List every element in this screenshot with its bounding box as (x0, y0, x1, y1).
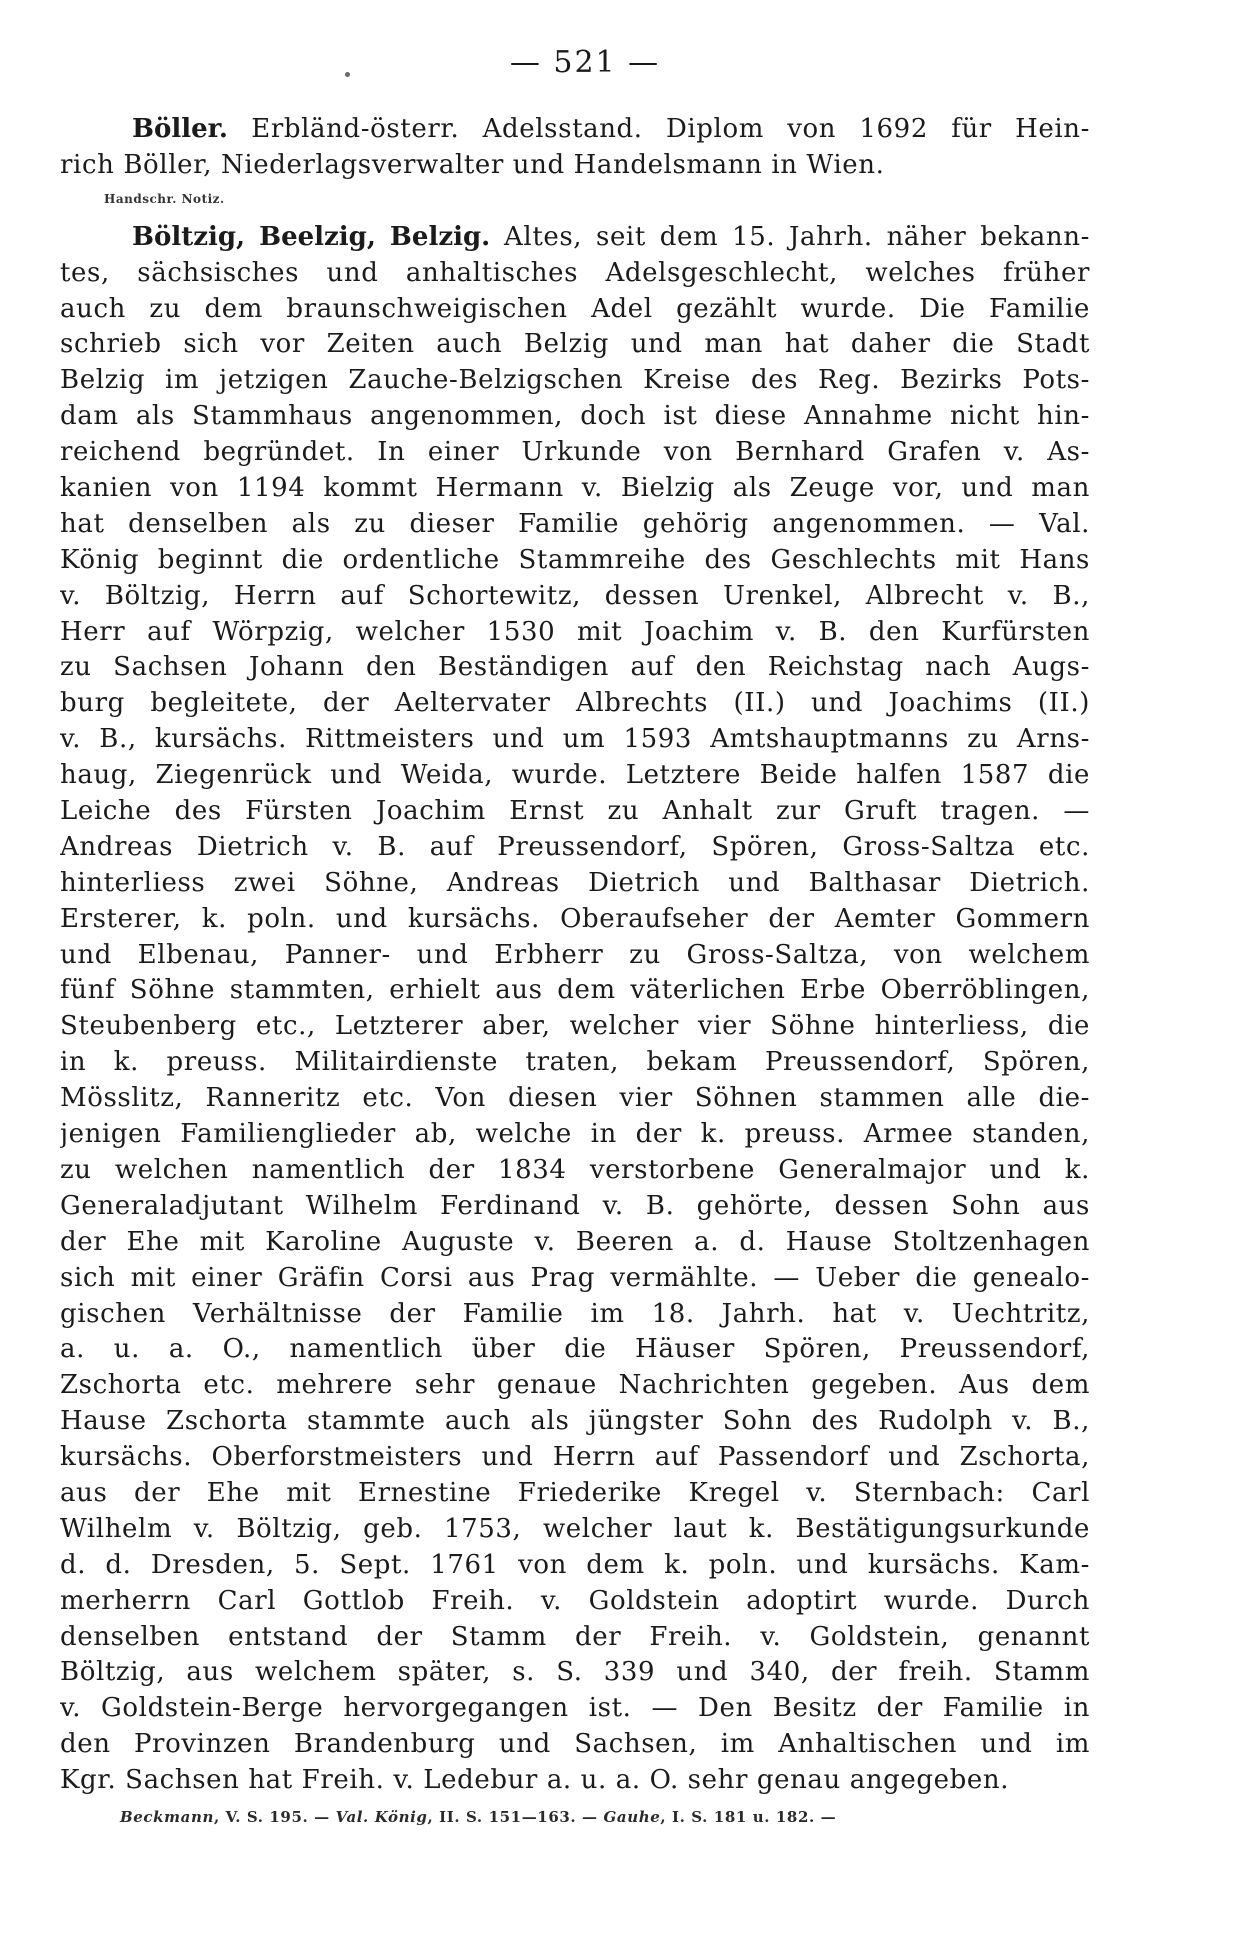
entry-line: denselben entstand der Stamm der Freih. v. Goldstein, genannt (60, 1621, 1090, 1652)
entry-line: v. Böltzig, Herrn auf Schortewitz, dessen Urenkel, Albrecht v. B., (60, 580, 1090, 611)
entry-line: Wilhelm v. Böltzig, geb. 1753, welcher laut k. Bestätigungsurkunde (60, 1513, 1090, 1544)
entry-line: in k. preuss. Militairdienste traten, bekam Preussendorf, Spören, (60, 1047, 1090, 1078)
entry-line: burg begleitete, der Aeltervater Albrechts (II.) und Joachims (II.) (60, 688, 1090, 719)
entry-line: Hause Zschorta stammte auch als jüngster Sohn des Rudolph v. B., (60, 1406, 1090, 1437)
entry-line: kursächs. Oberforstmeisters und Herrn auf Passendorf und Zschorta, (60, 1442, 1090, 1473)
entry-boller (60, 112, 1090, 184)
entry-line: fünf Söhne stammten, erhielt aus dem väterlichen Erbe Oberröblingen, (60, 975, 1090, 1006)
ref-citation: , II. S. 151—163. — (427, 1807, 604, 1826)
entry-line: den Provinzen Brandenburg und Sachsen, im Anhaltischen und im (60, 1729, 1090, 1760)
entry-line: Leiche des Fürsten Joachim Ernst zu Anhalt zur Gruft tragen. — (60, 796, 1090, 827)
entry-line: zu Sachsen Johann den Beständigen auf den Reichstag nach Augs- (60, 652, 1090, 683)
page-number: — 521 — (509, 45, 661, 80)
entry-line: a. u. a. O., namentlich über die Häuser Spören, Preussendorf, (60, 1334, 1090, 1365)
entry-line: reichend begründet. In einer Urkunde von Bernhard Grafen v. As- (60, 437, 1090, 468)
entry-term: Böller. (132, 114, 228, 144)
entry-line: Andreas Dietrich v. B. auf Preussendorf, Spören, Gross-Saltza etc. (60, 831, 1090, 862)
entry-boltzig (60, 220, 1090, 1799)
entry-line: zu welchen namentlich der 1834 verstorbene Generalmajor und k. (60, 1154, 1090, 1185)
entry-line: merherrn Carl Gottlob Freih. v. Goldstein adoptirt wurde. Durch (60, 1585, 1090, 1616)
entry-line: Ersterer, k. poln. und kursächs. Oberaufseher der Aemter Gommern (60, 903, 1090, 934)
entry-line: Kgr. Sachsen hat Freih. v. Ledebur a. u. a. O. sehr genau angegeben. (60, 1765, 1010, 1796)
ref-citation: , I. S. 181 u. 182. — (660, 1807, 837, 1826)
entry-line: aus der Ehe mit Ernestine Friederike Kregel v. Sternbach: Carl (60, 1477, 1090, 1508)
entry-line: haug, Ziegenrück und Weida, wurde. Letztere Beide halfen 1587 die (60, 760, 1090, 791)
references (120, 1805, 1090, 1829)
source-note: Handschr. Notiz. (104, 191, 225, 206)
document-page (60, 40, 1090, 1829)
entry-line: Mösslitz, Ranneritz etc. Von diesen vier Söhnen stammen alle die- (60, 1083, 1090, 1114)
entry-line: auch zu dem braunschweigischen Adel gezählt wurde. Die Familie (60, 293, 1090, 324)
entry-line (60, 112, 1090, 148)
entry-line: gischen Verhältnisse der Familie im 18. Jahrh. hat v. Uechtritz, (60, 1298, 1090, 1329)
entry-line: jenigen Familienglieder ab, welche in der k. preuss. Armee standen, (60, 1119, 1090, 1150)
entry-text: Erbländ-österr. Adelsstand. Diplom von 1692 für Hein- (227, 114, 1090, 144)
ref-citation: , V. S. 195. — (213, 1807, 336, 1826)
entry-line: v. B., kursächs. Rittmeisters und um 1593 Amtshauptmanns zu Arns- (60, 724, 1090, 755)
entry-line: sich mit einer Gräfin Corsi aus Prag vermählte. — Ueber die genealo- (60, 1262, 1090, 1293)
ref-author: Beckmann (120, 1807, 214, 1826)
entry-line: hat denselben als zu dieser Familie gehörig angenommen. — Val. (60, 508, 1090, 539)
entry-term: Böltzig, Beelzig, Belzig. (132, 221, 491, 252)
entry-line (60, 220, 1090, 256)
entry-line: der Ehe mit Karoline Auguste v. Beeren a. d. Hause Stoltzenhagen (60, 1226, 1090, 1257)
entry-line: rich Böller, Niederlagsverwalter und Handelsmann in Wien. (60, 149, 885, 180)
entry-line: schrieb sich vor Zeiten auch Belzig und man hat daher die Stadt (60, 329, 1090, 360)
ref-author: Val. König (335, 1807, 428, 1826)
entry-line: Steubenberg etc., Letzterer aber, welcher vier Söhne hinterliess, die (60, 1011, 1090, 1042)
entry-line: Böltzig, aus welchem später, s. S. 339 und 340, der freih. Stamm (60, 1657, 1090, 1688)
entry-line: hinterliess zwei Söhne, Andreas Dietrich und Balthasar Dietrich. (60, 867, 1090, 898)
entry-line: Herr auf Wörpzig, welcher 1530 mit Joachim v. B. den Kurfürsten (60, 616, 1090, 647)
entry-line: dam als Stammhaus angenommen, doch ist diese Annahme nicht hin- (60, 401, 1090, 432)
entry-line: Belzig im jetzigen Zauche-Belzigschen Kreise des Reg. Bezirks Pots- (60, 365, 1090, 396)
entry-line: Zschorta etc. mehrere sehr genaue Nachrichten gegeben. Aus dem (60, 1370, 1090, 1401)
entry-line: d. d. Dresden, 5. Sept. 1761 von dem k. poln. und kursächs. Kam- (60, 1549, 1090, 1580)
entry-line: tes, sächsisches und anhaltisches Adelsgeschlecht, welches früher (60, 257, 1090, 288)
entry-line: und Elbenau, Panner- und Erbherr zu Gross-Saltza, von welchem (60, 939, 1090, 970)
entry-line: Generaladjutant Wilhelm Ferdinand v. B. gehörte, dessen Sohn aus (60, 1190, 1090, 1221)
entry-text: Altes, seit dem 15. Jahrh. näher bekann- (490, 221, 1090, 252)
entry-line: v. Goldstein-Berge hervorgegangen ist. — Den Besitz der Familie in (60, 1693, 1090, 1724)
entry-line: kanien von 1194 kommt Hermann v. Bielzig als Zeuge vor, und man (60, 473, 1090, 504)
ref-author: Gauhe (603, 1807, 661, 1826)
entry-line: König beginnt die ordentliche Stammreihe des Geschlechts mit Hans (60, 544, 1090, 575)
